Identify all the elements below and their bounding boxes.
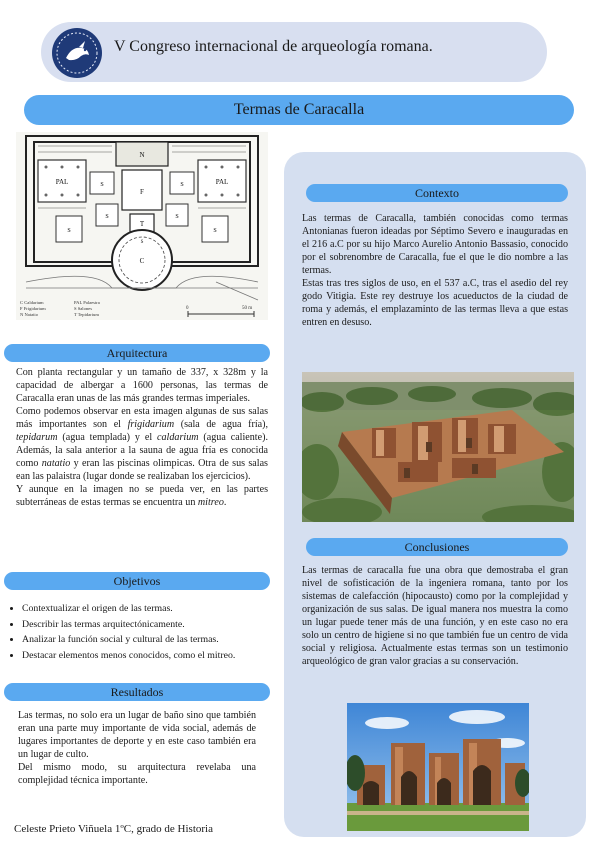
objetivos-list [6,601,286,663]
arquitectura-paragraph-1: Con planta rectangular y un tamaño de 337, x 328m y la capacidad de albergar a 1600 personas, las termas de Caracalla eran unas de las más grandes termas imperiales. [16,367,268,404]
plan-label-s: S [180,182,184,188]
contexto-heading: Contexto [306,184,568,202]
university-logo [52,28,102,78]
author-credit: Celeste Prieto Viñuela 1ºC, grado de Historia [14,823,213,835]
contexto-paragraph-2: Estas tras tres siglos de uso, en el 537 a.C, tras el asedio del rey godo Vitigia. Este rey destruye los acueductos de la ciudad de roma y además, el emplazaminto de las termas lleva a que estas entren en desuso. [302,278,568,328]
plan-legend: F Frigidarium [20,306,46,311]
plan-label-s: S [175,214,179,220]
plan-label-s: S [100,182,104,188]
conclusiones-text [302,564,568,668]
plan-label-s: S [213,228,217,234]
plan-label-f: F [140,188,144,196]
ruins-photo [347,703,529,831]
conclusiones-paragraph-1: Las termas de caracalla fue una obra que demostraba el gran nivel de sofisticación de la ingeniera romana, tanto por los sistemas de calefacción (hipocausto) como por la complejidad y organización de sus salas. De igual manera nos muestra la como un lugar puede tener más de una función, y en este caso no era solo un centro de higiene si no que también fue un centro de vida social y religiosa. Actualmente estas termas son un testimonio arqueológico de gran valor gracias a su conservación. [302,565,568,667]
plan-legend: PAL Palaestra [74,300,100,305]
plan-label-s: S [105,214,109,220]
list-item: • Contextualizar el origen de las termas. [22,601,286,617]
list-item: • Analizar la función social y cultural de las termas. [22,632,286,648]
plan-label-pal-right: PAL [215,178,229,186]
objetivos-heading: Objetivos [4,572,270,590]
resultados-text [18,709,256,787]
arquitectura-text [16,366,268,509]
aerial-photo [302,372,574,522]
resultados-paragraph-1: Las termas, no solo era un lugar de baño sino que también eran una parte muy importante de vida social, además de lugares importantes de deporte y en este caso también era un lugar de culto. [18,710,256,760]
list-item: • Describir las termas arquitectónicamente. [22,617,286,633]
resultados-paragraph-2: Del mismo modo, su arquitectura revelaba una complejidad técnica importante. [18,762,256,786]
plan-scale-start: 0 [186,306,189,311]
poster-title: Termas de Caracalla [24,95,574,125]
plan-label-t: T [139,220,145,228]
list-item: • Destacar elementos menos conocidos, como el mitreo. [22,648,286,664]
arquitectura-heading: Arquitectura [4,344,270,362]
conference-title: V Congreso internacional de arqueología romana. [114,38,433,55]
plan-legend: S Salones [74,306,92,311]
plan-label-s: S [67,228,71,234]
contexto-text [302,212,568,329]
arquitectura-paragraph-3: Y aunque en la imagen no se pueda ver, en las partes subterráneas de estas termas se encuentra un mitreo. [16,484,268,508]
plan-label-n: N [139,151,145,159]
plan-legend: C Caldarium [20,300,44,305]
floor-plan-image [16,132,268,320]
plan-legend: T Tepidarium [74,312,99,317]
arquitectura-paragraph-2: Como podemos observar en esta imagen algunas de sus salas más importantes son el frigidarium (sala de agua fría), tepidarum (agua templada) y el caldarium (agua caliente). Además, la sala anterior a la sauna de agua fría es conocida como natatio y eran las piscinas olimpicas. Otra de sus salas ean las palaistra (lugar donde se realizaban los ejercicios). [16,406,268,482]
plan-label-c: C [139,257,145,265]
plan-label-s: S [140,240,144,245]
plan-scale-end: 50 m [242,306,253,311]
plan-label-pal-left: PAL [55,178,69,186]
resultados-heading: Resultados [4,683,270,701]
conclusiones-heading: Conclusiones [306,538,568,556]
contexto-paragraph-1: Las termas de Caracalla, también conocidas como termas Antonianas fueron ideadas por Séptimo Severo e inauguradas en el 216 a.C por su hijo Marco Aurelio Antonio Bassasio, conocido por el sobrenombre de Caracalla, fue el que le dio nombre a las termas. [302,213,568,276]
plan-legend: N Natatio [20,312,38,317]
